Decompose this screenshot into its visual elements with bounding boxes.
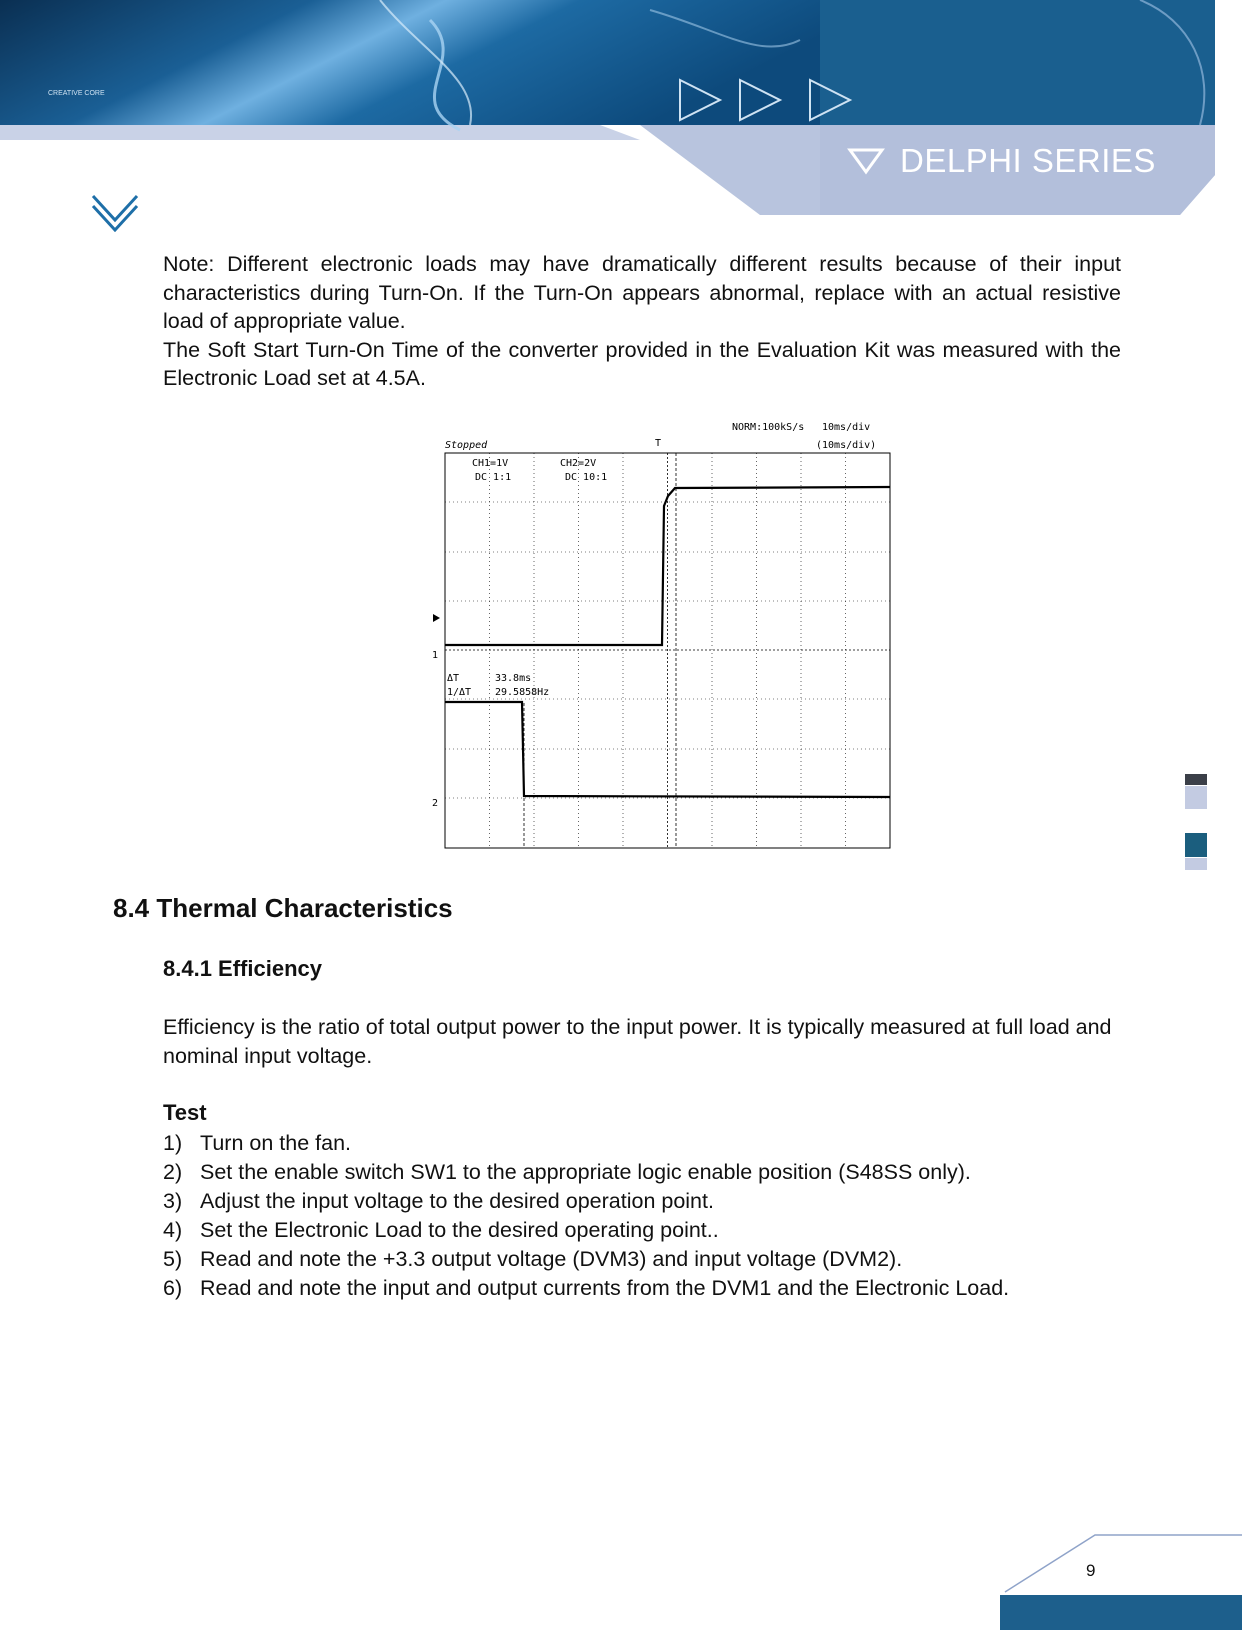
scope-status: Stopped [445,440,488,451]
step-text: Read and note the +3.3 output voltage (DVM3) and input voltage (DVM2). [200,1247,903,1271]
section-title: 8.4 Thermal Characteristics [113,893,453,923]
list-item [163,1158,1121,1187]
scope-trigger-level-icon [433,614,440,622]
soft-start-paragraph: The Soft Start Turn-On Time of the converter provided in the Evaluation Kit was measured with the Electronic Load set at 4.5A. [163,337,1121,390]
test-heading: Test [163,1100,207,1125]
scope-ch2-marker: 2 [432,798,439,809]
scope-ch1-label: CH1=1V [472,458,509,469]
scope-dt-value: 33.8ms [495,673,532,684]
page-number: 9 [1086,1561,1096,1580]
step-number: 6) [163,1276,183,1300]
list-item [163,1187,1121,1216]
step-text: Adjust the input voltage to the desired operation point. [200,1189,714,1213]
scope-timebase-sub: (10ms/div) [816,440,877,451]
step-text: Set the Electronic Load to the desired operating point.. [200,1218,719,1242]
list-item [163,1129,1121,1158]
note-section [163,250,1121,393]
step-number: 5) [163,1247,183,1271]
scope-trigger-marker: T [655,438,662,449]
scope-inv-dt-value: 29.5858Hz [495,687,550,698]
step-text: Turn on the fan. [200,1131,351,1155]
scope-ch1-coupling: DC 1:1 [475,472,512,483]
list-item [163,1245,1121,1274]
scope-dt-label: ΔT [447,673,460,684]
test-steps-list [163,1129,1121,1303]
chevron-down-icon [90,190,140,232]
oscilloscope-figure [430,418,892,850]
header-banner [0,0,1242,220]
step-text: Read and note the input and output currents from the DVM1 and the Electronic Load. [200,1276,1010,1300]
scope-ch2-coupling: DC 10:1 [565,472,608,483]
footer-tab [1000,1525,1242,1630]
step-number: 2) [163,1160,183,1184]
step-number: 1) [163,1131,183,1155]
step-number: 3) [163,1189,183,1213]
scope-ch2-label: CH2=2V [560,458,597,469]
list-item [163,1216,1121,1245]
scope-timebase: 10ms/div [822,422,871,433]
note-paragraph: Note: Different electronic loads may have dramatically different results because of their input characteristics during Turn-On. If the Turn-On appears abnormal, replace with an actual resistive load of appropriate value. [163,252,1121,333]
brand-name: DELPHI SERIES [900,142,1156,179]
subsection-title: 8.4.1 Efficiency [163,956,322,981]
list-item [163,1274,1121,1303]
scope-inv-dt-label: 1/ΔT [447,687,472,698]
scope-sample-rate: NORM:100kS/s [732,422,805,433]
banner-small-text: CREATIVE CORE [48,90,105,97]
step-number: 4) [163,1218,183,1242]
scope-ch1-marker: 1 [432,650,439,661]
efficiency-paragraph: Efficiency is the ratio of total output power to the input power. It is typically measured at full load and nominal input voltage. [163,1015,1112,1068]
step-text: Set the enable switch SW1 to the appropriate logic enable position (S48SS only). [200,1160,971,1184]
